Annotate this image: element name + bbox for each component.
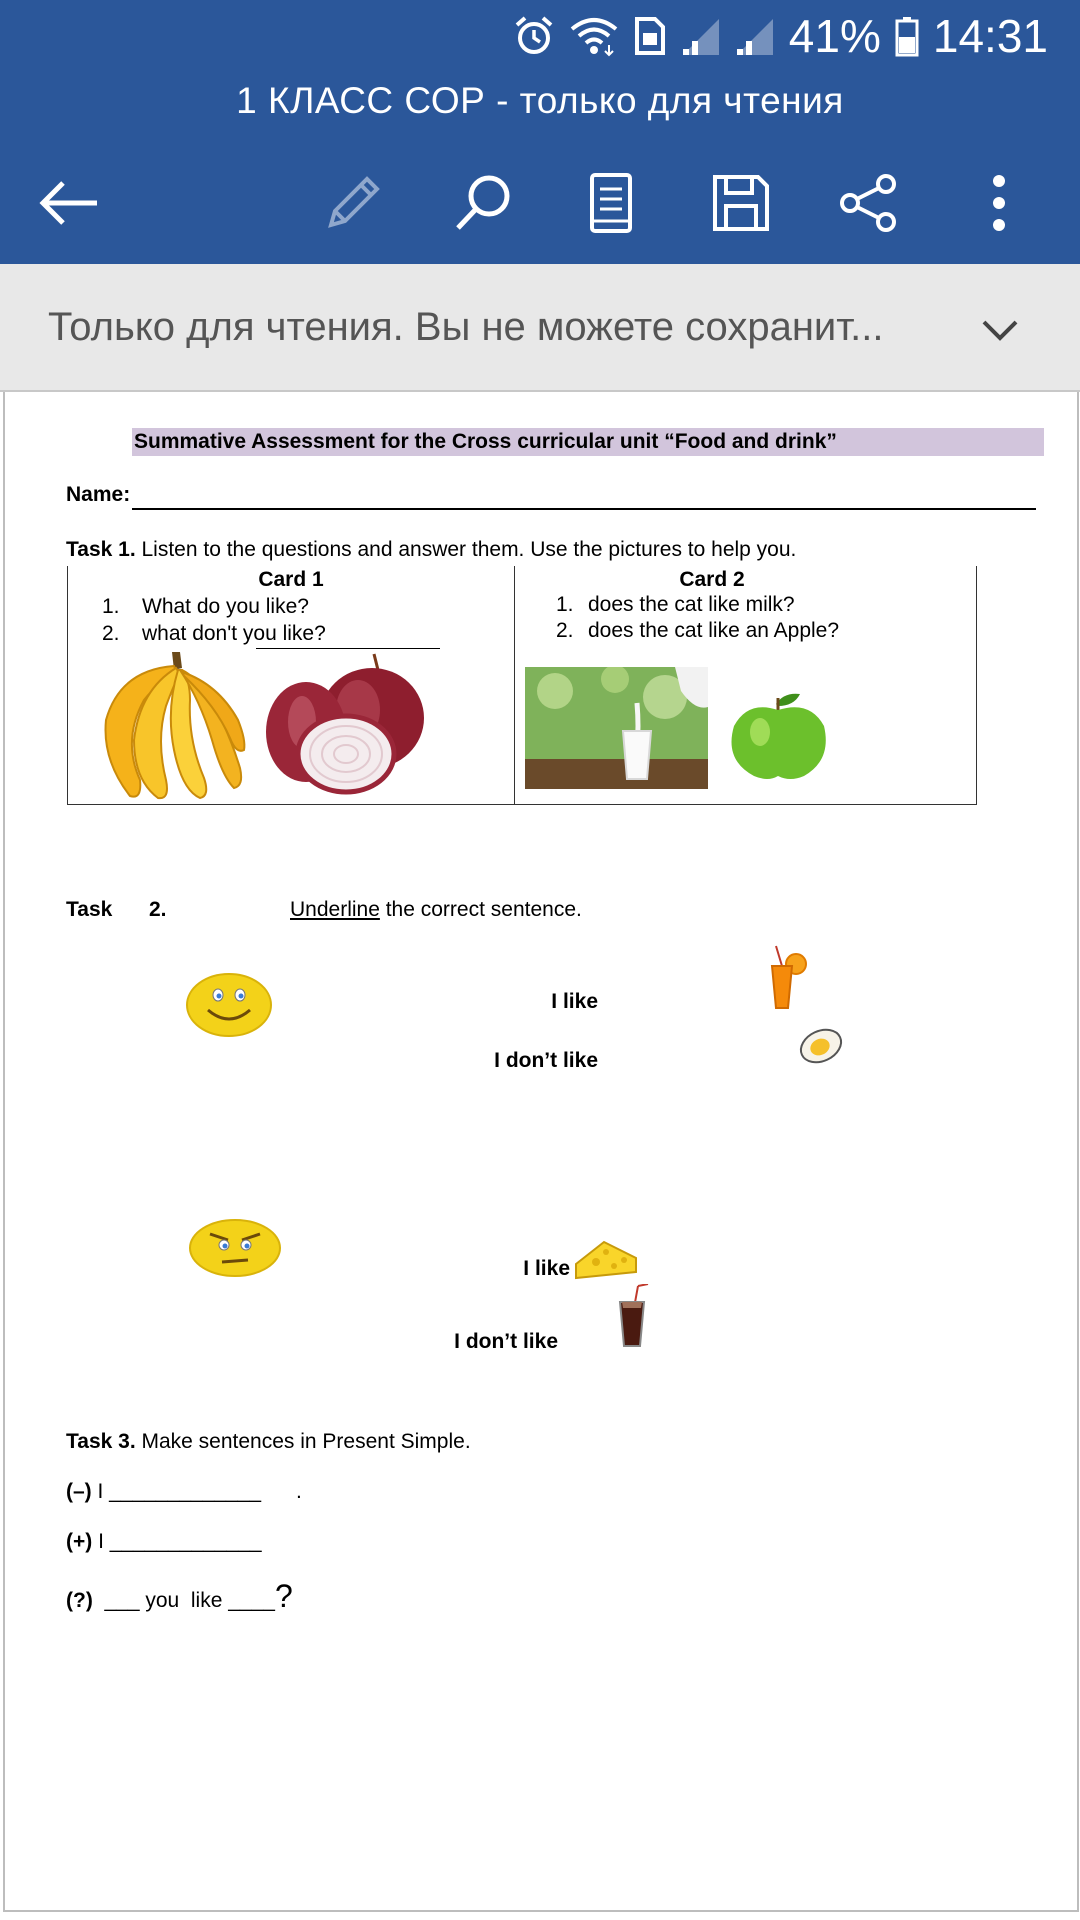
task2-number: 2. [149,898,167,921]
readonly-banner-text: Только для чтения. Вы не можете сохранит... [48,305,884,349]
task2-group1-dont-like: I don’t like [494,1049,598,1072]
readonly-banner[interactable] [0,264,1080,392]
task2-group2-dont-like: I don’t like [454,1330,558,1353]
name-label: Name: [66,483,131,506]
back-arrow-icon [37,178,101,228]
unhappy-smiley-icon [188,1218,282,1278]
task2-text: the correct sentence. [379,898,582,921]
task1-label: Task 1. [66,538,136,561]
cards-divider [514,566,515,805]
document-title: 1 КЛАСС СОР - только для чтения [236,80,844,121]
share-button[interactable] [824,158,914,248]
orange-juice-icon [766,944,812,1010]
signal-icon [681,15,721,57]
expand-banner-button[interactable] [970,300,1030,360]
task3-line2-sign: (+) [66,1530,93,1553]
task3-instruction [66,1430,471,1454]
task2-underline-word: Underline [290,898,380,921]
card2-item-number: 1. [556,593,574,616]
save-icon [710,172,772,234]
name-line [132,508,1036,510]
edit-button[interactable] [308,158,398,248]
cola-glass-icon [614,1284,654,1350]
egg-icon [798,1026,844,1066]
signal-icon-2 [735,15,775,57]
card2-item-text: does the cat like an Apple? [588,619,840,642]
card2-item-text: does the cat like milk? [588,593,795,616]
task3-line-positive [66,1530,262,1554]
task3-line2-text: I _____________ [92,1530,262,1553]
happy-smiley-icon [184,972,274,1038]
task2-group1-like: I like [551,990,598,1013]
task1-instruction [66,538,796,562]
document-heading: Summative Assessment for the Cross curricular unit “Food and drink” [132,428,1044,456]
share-icon [838,172,900,234]
chevron-down-icon [970,300,1030,360]
search-button[interactable] [438,158,528,248]
onion-image [266,654,424,792]
clock: 14:31 [932,10,1048,62]
back-button[interactable] [24,158,114,248]
pencil-icon [323,173,383,233]
save-button[interactable] [696,158,786,248]
more-icon [989,173,1009,233]
task2-instruction [290,898,582,922]
search-icon [452,172,514,234]
apple-image [724,690,836,782]
mobile-view-button[interactable] [566,158,656,248]
mobile-view-icon [586,171,636,235]
task3-label: Task 3. [66,1430,136,1453]
task3-line1-sign: (–) [66,1480,92,1503]
more-options-button[interactable] [954,158,1044,248]
task3-question-mark: ? [274,1578,293,1614]
task3-line3-text: ___ you like ____ [92,1589,275,1612]
card2-title: Card 2 [679,568,745,591]
task3-line3-sign: (?) [66,1589,93,1612]
sim-card-icon [633,15,667,57]
card1-item-number: 2. [102,622,120,645]
task3-line1-text: I _____________ . [91,1480,302,1503]
card1-title: Card 1 [258,568,324,591]
task2-label: Task [66,898,113,921]
battery-icon [895,15,919,57]
task2-group2-like: I like [523,1257,570,1280]
cheese-icon [574,1238,638,1280]
card2-item-number: 2. [556,619,574,642]
status-bar [0,0,1080,72]
card1-answer-line [256,648,440,649]
alarm-icon [513,15,555,57]
task1-text: Listen to the questions and answer them. Use the pictures to help you. [135,538,797,561]
task3-line-negative [66,1480,302,1504]
task3-text: Make sentences in Present Simple. [135,1430,471,1453]
card1-item-text: What do you like? [142,595,309,618]
card1-item-text: what don't you like? [142,622,326,645]
milk-image [525,667,708,789]
banana-image [100,650,248,802]
battery-percent: 41% [788,10,881,62]
task3-line-question [66,1578,293,1615]
wifi-icon [569,15,619,57]
card1-item-number: 1. [102,595,120,618]
